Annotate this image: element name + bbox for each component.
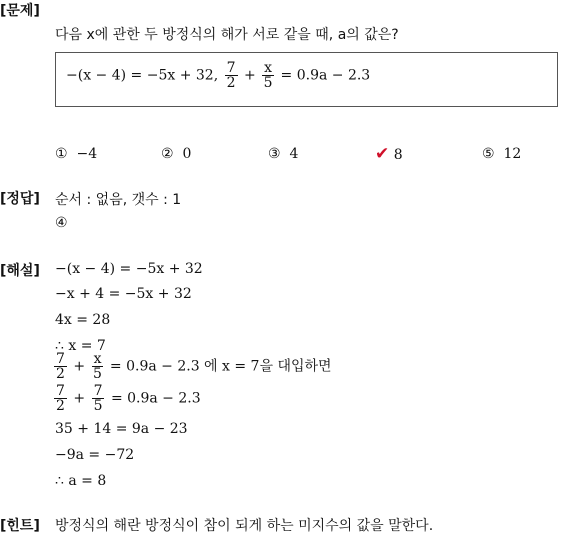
solution-line-4: ∴ x = 7 — [55, 338, 106, 354]
solution-line-5-rest: = 0.9a − 2.3 에 x = 7을 대입하면 — [109, 358, 332, 375]
frac-den: 5 — [263, 75, 273, 91]
solution-line-8: −9a = −72 — [55, 447, 135, 463]
equation-right: = 0.9a − 2.3 — [280, 67, 371, 84]
equation-left: −(x − 4) = −5x + 32, — [66, 67, 219, 84]
solution-line-6 — [52, 384, 201, 413]
solution-line-7: 35 + 14 = 9a − 23 — [55, 421, 188, 437]
hint-tag: [힌트] — [0, 518, 40, 534]
problem-tag: [문제] — [0, 3, 40, 19]
choice-value: −4 — [76, 146, 98, 162]
choice-mark: ① — [55, 146, 68, 162]
frac-den: 2 — [226, 75, 236, 91]
frac-num: 7 — [226, 60, 236, 76]
choice-mark: ③ — [268, 146, 281, 162]
answer-tag: [정답] — [0, 191, 40, 207]
fraction-7-2 — [225, 61, 238, 90]
solution-line-1: −(x − 4) = −5x + 32 — [55, 261, 203, 277]
frac-num: x — [264, 60, 273, 76]
solution-line-2: −x + 4 = −5x + 32 — [55, 286, 192, 302]
choice-value: 12 — [503, 146, 522, 162]
fraction — [92, 384, 105, 413]
choice-value: 4 — [289, 146, 299, 162]
fraction — [92, 352, 104, 381]
check-icon: ✔ — [375, 144, 390, 164]
frac-den: 5 — [93, 366, 102, 382]
problem-question: 다음 x에 관한 두 방정식의 해가 서로 같을 때, a의 값은? — [55, 27, 399, 43]
answer-line2: ④ — [55, 215, 68, 231]
solution-line-5 — [52, 352, 332, 381]
frac-num: 7 — [56, 351, 65, 367]
choice-3[interactable] — [268, 146, 298, 162]
fraction — [54, 352, 67, 381]
choice-value: 0 — [182, 146, 192, 162]
frac-num: 7 — [93, 383, 103, 399]
plus-sign: + — [73, 390, 86, 407]
frac-den: 2 — [56, 366, 65, 382]
plus-sign: + — [73, 358, 86, 375]
choice-5[interactable] — [482, 146, 521, 162]
choice-mark: ⑤ — [482, 146, 495, 162]
hint-text: 방정식의 해란 방정식이 참이 되게 하는 미지수의 값을 말한다. — [55, 518, 434, 534]
frac-num: 7 — [56, 383, 65, 399]
solution-line-3: 4x = 28 — [55, 312, 111, 328]
solution-line-6-rest: = 0.9a − 2.3 — [110, 390, 201, 407]
equation-box — [55, 52, 558, 107]
solution-tag: [해설] — [0, 263, 40, 279]
frac-num: x — [93, 351, 102, 367]
choice-1[interactable] — [55, 146, 97, 162]
plus-sign: + — [243, 67, 256, 84]
frac-den: 2 — [56, 398, 65, 414]
frac-den: 5 — [93, 398, 103, 414]
equation-row — [66, 61, 370, 90]
choice-4[interactable] — [375, 144, 403, 164]
solution-line-9: ∴ a = 8 — [55, 473, 107, 489]
choice-2[interactable] — [161, 146, 191, 162]
fraction-x-5 — [262, 61, 274, 90]
choice-mark: ② — [161, 146, 174, 162]
choice-value: 8 — [393, 147, 403, 163]
fraction — [54, 384, 67, 413]
answer-line1: 순서 : 없음, 갯수 : 1 — [55, 192, 182, 208]
